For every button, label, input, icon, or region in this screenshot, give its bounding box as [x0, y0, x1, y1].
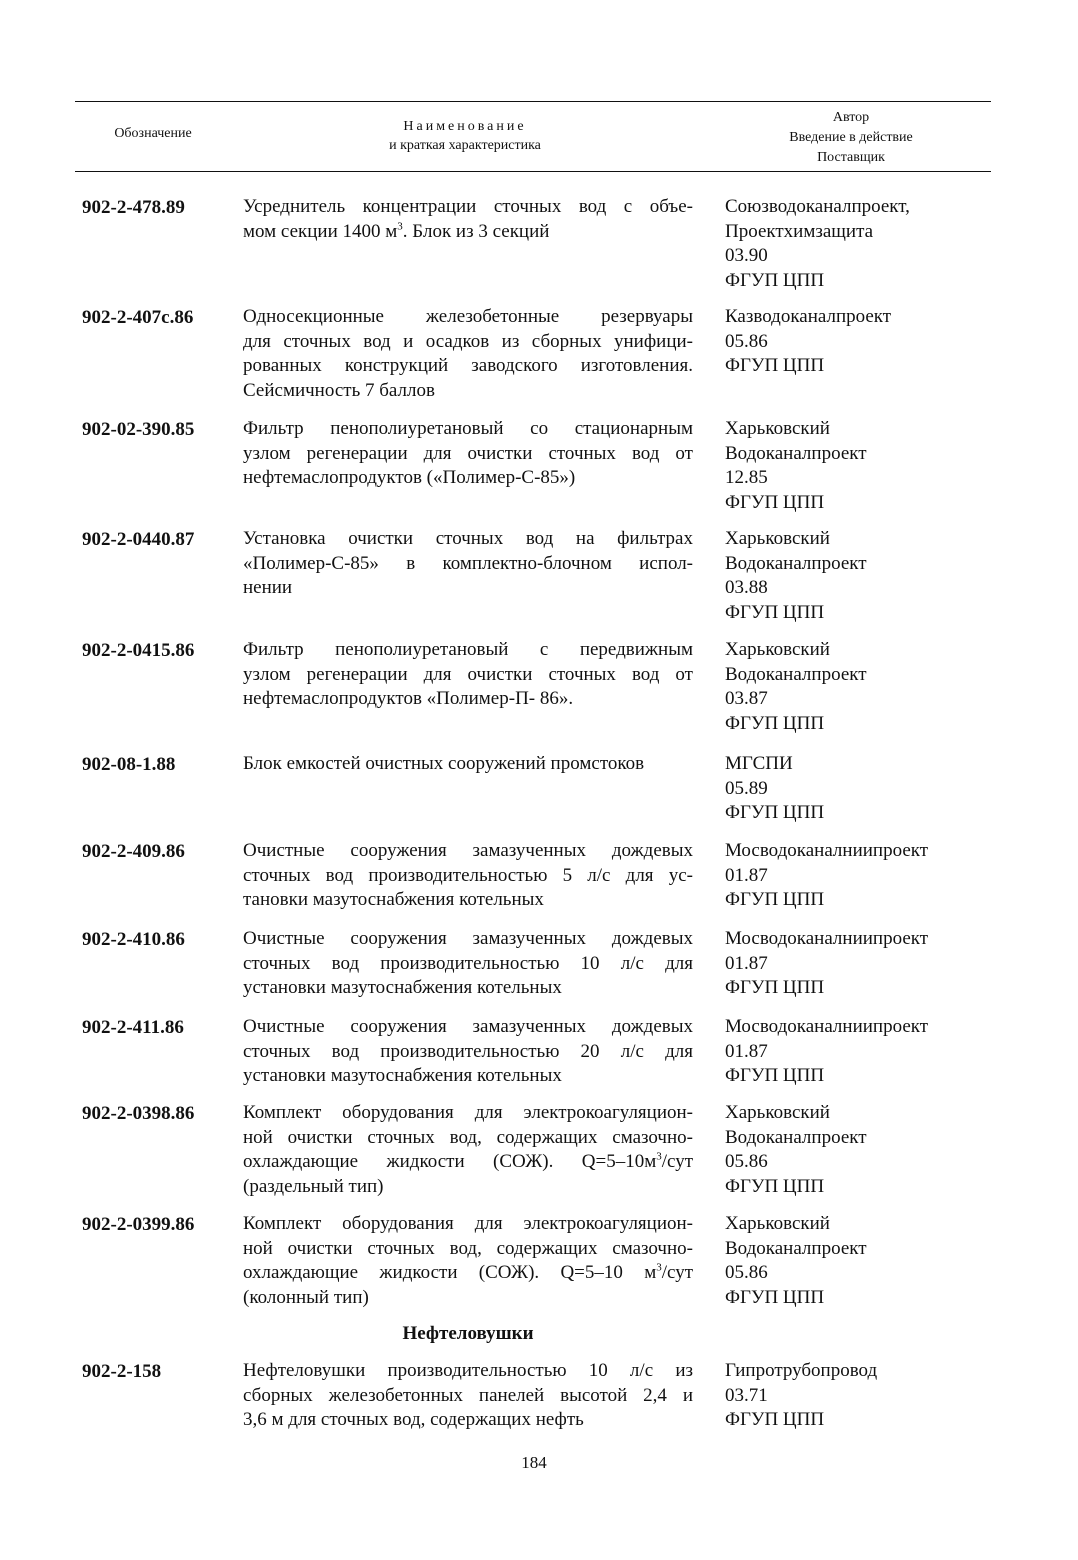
supplier-line: ФГУП ЦПП [725, 1409, 825, 1430]
desc-text: /сут [661, 1151, 693, 1172]
desc-line: установки мазутоснабжения котельных [243, 977, 562, 998]
row-code: 902-2-410.86 [82, 929, 185, 950]
author-line: Водоканалпроект [725, 442, 867, 464]
table-top-rule [75, 101, 991, 102]
desc-line: Нефтеловушки производительностью 10 л/с из [243, 1360, 693, 1381]
desc-line: ной очистки сточных вод, содержащих смазочно- [243, 1237, 693, 1259]
desc-line: нении [243, 577, 293, 598]
desc-line: Комплект оборудования для электрокоагуляцион- [243, 1102, 693, 1123]
supplier-line: ФГУП ЦПП [725, 1065, 825, 1086]
date-line: 05.86 [725, 1151, 768, 1172]
date-line: 03.71 [725, 1384, 768, 1406]
row-code: 902-2-411.86 [82, 1017, 184, 1038]
date-line: 05.89 [725, 777, 768, 799]
author-line: Гипротрубопровод [725, 1360, 878, 1381]
header-supplier-line: Поставщик [817, 150, 885, 165]
header-intro-line: Введение в действие [789, 130, 913, 145]
desc-line: узлом регенерации для очистки сточных вод от [243, 442, 693, 464]
desc-line: для сточных вод и осадков из сборных унифици- [243, 330, 693, 352]
desc-line: (раздельный тип) [243, 1175, 384, 1197]
supplier-line: ФГУП ЦПП [725, 712, 825, 734]
superscript: 3 [656, 1150, 662, 1163]
row-author [725, 1359, 985, 1433]
author-line: Харьковский [725, 1213, 830, 1234]
desc-line: сточных вод производительностью 10 л/с для [243, 952, 693, 974]
row-author [725, 638, 985, 736]
desc-line: Односекционные железобетонные резервуары [243, 306, 693, 327]
desc-line: рованных конструкций заводского изготовления. [243, 355, 693, 376]
supplier-line: ФГУП ЦПП [725, 802, 825, 823]
desc-line [243, 1261, 693, 1286]
row-code: 902-2-0440.87 [82, 529, 195, 550]
supplier-line: ФГУП ЦПП [725, 269, 825, 291]
row-code: 902-2-0399.86 [82, 1214, 195, 1235]
row-description [243, 752, 693, 777]
row-code: 902-2-0398.86 [82, 1103, 195, 1124]
section-heading: Нефтеловушки [402, 1323, 534, 1344]
row-code: 902-2-478.89 [82, 197, 185, 218]
row-description [243, 1101, 693, 1199]
desc-line: сточных вод производительностью 5 л/с для ус- [243, 864, 693, 886]
desc-line: (колонный тип) [243, 1286, 369, 1308]
row-author [725, 305, 985, 379]
desc-line: Очистные сооружения замазученных дождевых [243, 840, 693, 861]
superscript: 3 [656, 1261, 662, 1274]
header-designation-label: Обозначение [114, 126, 192, 141]
row-description [243, 927, 693, 1001]
author-line: Водоканалпроект [725, 663, 867, 685]
desc-line: Очистные сооружения замазученных дождевых [243, 928, 693, 949]
desc-line [243, 220, 693, 245]
row-author [725, 195, 985, 293]
date-line: 01.87 [725, 864, 768, 886]
desc-line: Фильтр пенополиуретановый с передвижным [243, 639, 693, 660]
desc-text: /сут [661, 1262, 693, 1283]
row-author [725, 752, 985, 826]
supplier-line: ФГУП ЦПП [725, 1175, 825, 1197]
row-author [725, 527, 985, 625]
supplier-line: ФГУП ЦПП [725, 601, 825, 623]
header-author [735, 108, 967, 168]
row-author [725, 1015, 985, 1089]
row-code: 902-02-390.85 [82, 419, 195, 440]
author-line: МГСПИ [725, 753, 793, 774]
desc-line [243, 1150, 693, 1175]
date-line: 01.87 [725, 952, 768, 974]
supplier-line: ФГУП ЦПП [725, 977, 825, 998]
row-description [243, 527, 693, 601]
row-description [243, 1212, 693, 1310]
desc-line: нефтемаслопродуктов «Полимер-П- 86». [243, 688, 574, 709]
row-code: 902-2-0415.86 [82, 640, 195, 661]
supplier-line: ФГУП ЦПП [725, 1286, 825, 1308]
desc-line: сточных вод производительностью 20 л/с для [243, 1040, 693, 1062]
author-line: Мосводоканалниипроект [725, 840, 929, 861]
table-header-rule [75, 171, 991, 172]
author-line: Мосводоканалниипроект [725, 928, 929, 949]
row-code: 902-08-1.88 [82, 754, 176, 775]
date-line: 03.90 [725, 245, 768, 266]
row-description [243, 1359, 693, 1433]
row-code: 902-2-407с.86 [82, 307, 194, 328]
desc-text: охлаждающие жидкости (СОЖ). Q=5–10м [243, 1151, 657, 1172]
desc-line: 3,6 м для сточных вод, содержащих нефть [243, 1409, 584, 1430]
author-line: Харьковский [725, 639, 830, 660]
header-author-line: Автор [832, 110, 870, 125]
author-line: Водоканалпроект [725, 1126, 867, 1148]
supplier-line: ФГУП ЦПП [725, 491, 825, 513]
desc-line: установки мазутоснабжения котельных [243, 1065, 562, 1086]
date-line: 03.88 [725, 577, 768, 598]
row-author [725, 839, 985, 913]
desc-line: Блок емкостей очистных сооружений промстоков [243, 753, 645, 774]
row-code: 902-2-158 [82, 1361, 162, 1382]
author-line: Водоканалпроект [725, 552, 867, 574]
desc-line: «Полимер-С-85» в комплектно-блочном испол- [243, 552, 693, 574]
author-line: Харьковский [725, 418, 830, 439]
row-author [725, 417, 985, 515]
row-description [243, 417, 693, 491]
supplier-line: ФГУП ЦПП [725, 355, 825, 376]
row-author [725, 1101, 985, 1199]
header-name-title: Наименование [403, 119, 527, 134]
date-line: 12.85 [725, 467, 768, 488]
row-author [725, 927, 985, 1001]
header-designation [75, 124, 231, 143]
author-line: Харьковский [725, 1102, 830, 1123]
author-line: Казводоканалпроект [725, 306, 892, 327]
desc-line: Усреднитель концентрации сточных вод с объе- [243, 196, 693, 217]
date-line: 05.86 [725, 330, 768, 352]
author-line: Проектхимзащита [725, 220, 874, 242]
author-line: Мосводоканалниипроект [725, 1016, 929, 1037]
date-line: 05.86 [725, 1262, 768, 1283]
row-description [243, 839, 693, 913]
row-description [243, 195, 693, 244]
header-name-subtitle: и краткая характеристика [389, 138, 541, 153]
author-line: Союзводоканалпроект, [725, 196, 910, 217]
desc-text: охлаждающие жидкости (СОЖ). Q=5–10 м [243, 1262, 657, 1283]
desc-line: сборных железобетонных панелей высотой 2,4 и [243, 1384, 693, 1406]
desc-line: Сейсмичность 7 баллов [243, 379, 435, 401]
desc-text: мом секции 1400 м [243, 220, 398, 242]
row-author [725, 1212, 985, 1310]
desc-line: нефтемаслопродуктов («Полимер-С-85») [243, 467, 576, 488]
desc-line: тановки мазутоснабжения котельных [243, 889, 544, 910]
author-line: Водоканалпроект [725, 1237, 867, 1259]
desc-line: Очистные сооружения замазученных дождевых [243, 1016, 693, 1037]
date-line: 03.87 [725, 688, 768, 709]
row-code: 902-2-409.86 [82, 841, 185, 862]
date-line: 01.87 [725, 1040, 768, 1062]
desc-line: Комплект оборудования для электрокоагуляцион- [243, 1213, 693, 1234]
desc-line: ной очистки сточных вод, содержащих смазочно- [243, 1126, 693, 1148]
header-name [240, 117, 690, 155]
row-description [243, 1015, 693, 1089]
desc-line: узлом регенерации для очистки сточных вод от [243, 663, 693, 685]
author-line: Харьковский [725, 528, 830, 549]
superscript: 3 [397, 220, 403, 233]
desc-line: Фильтр пенополиуретановый со стационарным [243, 418, 693, 439]
row-description [243, 305, 693, 403]
supplier-line: ФГУП ЦПП [725, 889, 825, 910]
desc-text: . Блок из 3 секций [402, 220, 550, 242]
row-description [243, 638, 693, 712]
page-number: 184 [521, 1453, 547, 1472]
desc-line: Установка очистки сточных вод на фильтрах [243, 528, 693, 549]
